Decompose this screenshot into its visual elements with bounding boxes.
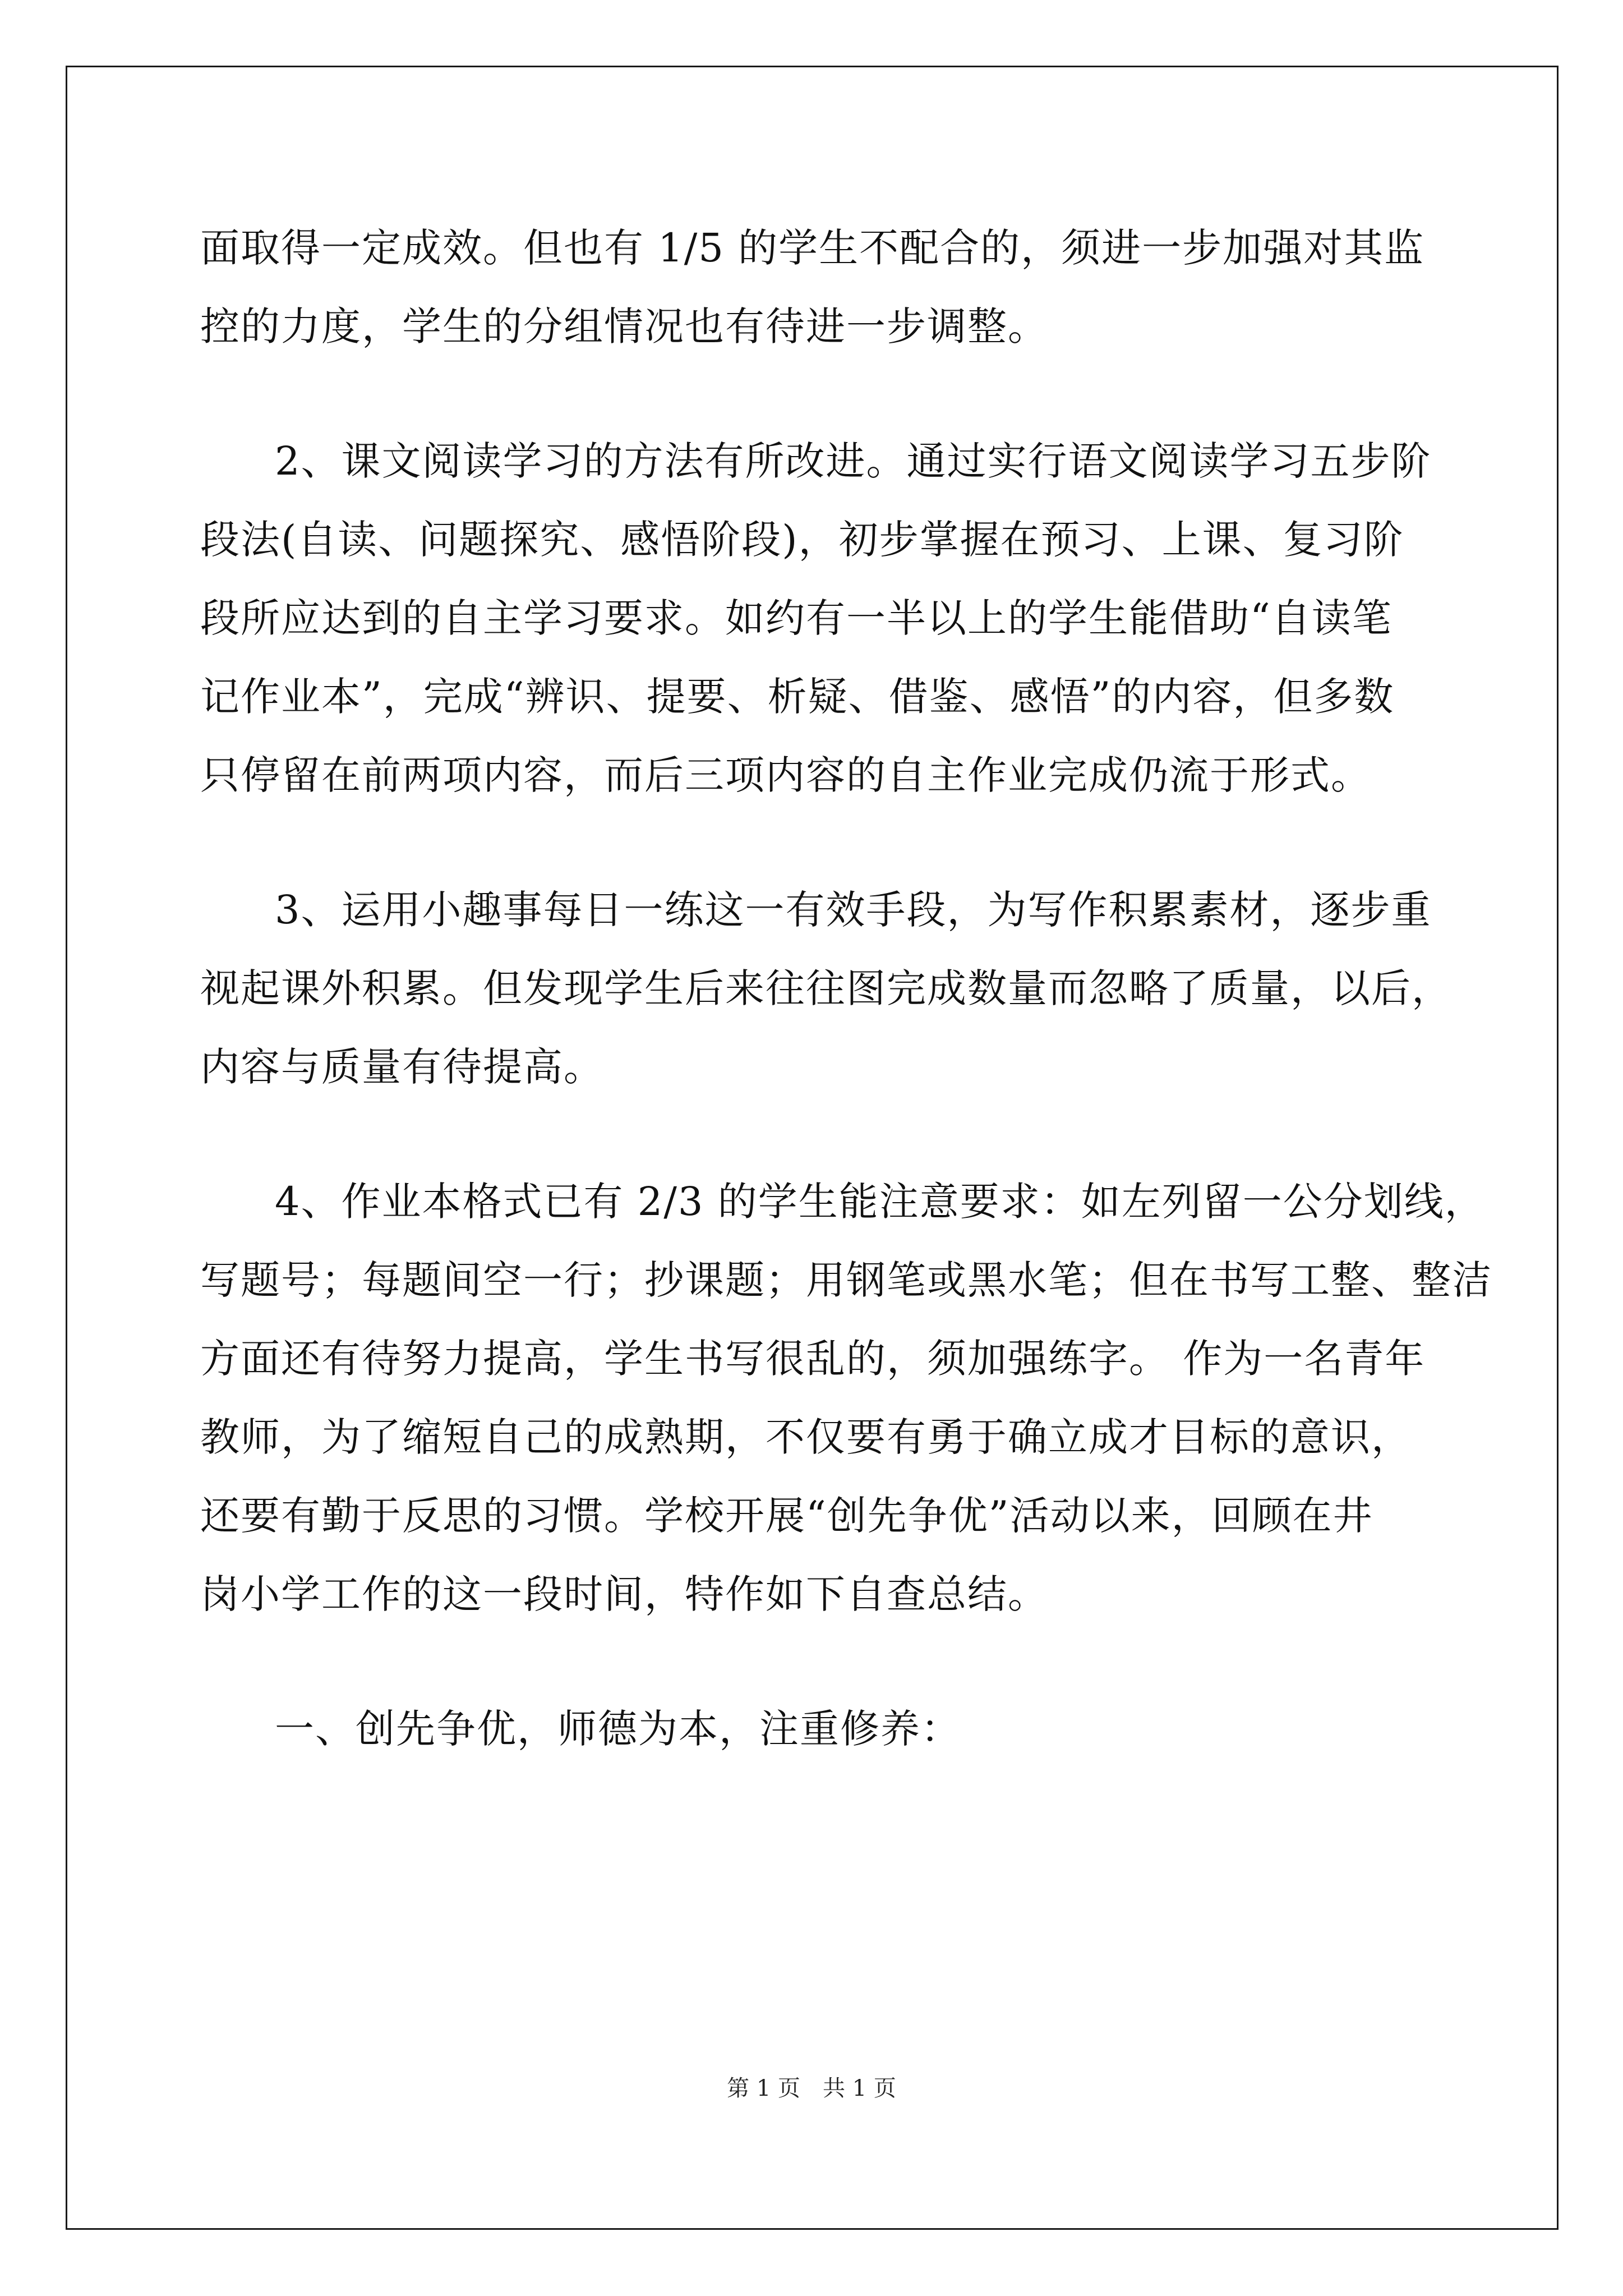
- page-border: [66, 66, 1559, 2230]
- text-line-1: 面取得一定成效。但也有 1/5 的学生不配合的，须进一步加强对其监: [200, 225, 1425, 271]
- page-footer: 第 1 页 共 1 页: [727, 2076, 896, 2101]
- text-line-5: 段所应达到的自主学习要求。如约有一半以上的学生能借助“自读笔: [200, 595, 1393, 641]
- section-heading: 一、创先争优，师德为本，注重修养：: [275, 1706, 961, 1752]
- text-line-14: 教师，为了缩短自己的成熟期，不仅要有勇于确立成才目标的意识，: [200, 1414, 1412, 1460]
- text-line-7: 只停留在前两项内容，而后三项内容的自主作业完成仍流于形式。: [200, 752, 1371, 798]
- text-line-2: 控的力度，学生的分组情况也有待进一步调整。: [200, 303, 1048, 349]
- text-line-6: 记作业本”，完成“辨识、提要、析疑、借鉴、感悟”的内容，但多数: [200, 674, 1395, 720]
- text-line-10: 内容与质量有待提高。: [200, 1044, 604, 1090]
- text-line-9: 视起课外积累。但发现学生后来往往图完成数量而忽略了质量，以后，: [200, 965, 1452, 1011]
- text-line-3: 2、课文阅读学习的方法有所改进。通过实行语文阅读学习五步阶: [275, 438, 1432, 484]
- text-line-11: 4、作业本格式已有 2/3 的学生能注意要求：如左列留一公分划线，: [275, 1179, 1485, 1225]
- text-line-8: 3、运用小趣事每日一练这一有效手段，为写作积累素材，逐步重: [275, 887, 1432, 933]
- text-line-15: 还要有勤于反思的习惯。学校开展“创先争优”活动以来，回顾在井: [200, 1493, 1373, 1539]
- text-line-16: 岗小学工作的这一段时间，特作如下自查总结。: [200, 1571, 1048, 1617]
- text-line-4: 段法(自读、问题探究、感悟阶段)，初步掌握在预习、上课、复习阶: [200, 517, 1404, 563]
- text-line-13: 方面还有待努力提高，学生书写很乱的，须加强练字。 作为一名青年: [200, 1336, 1426, 1382]
- text-line-12: 写题号；每题间空一行；抄课题；用钢笔或黑水笔；但在书写工整、整洁: [200, 1257, 1492, 1303]
